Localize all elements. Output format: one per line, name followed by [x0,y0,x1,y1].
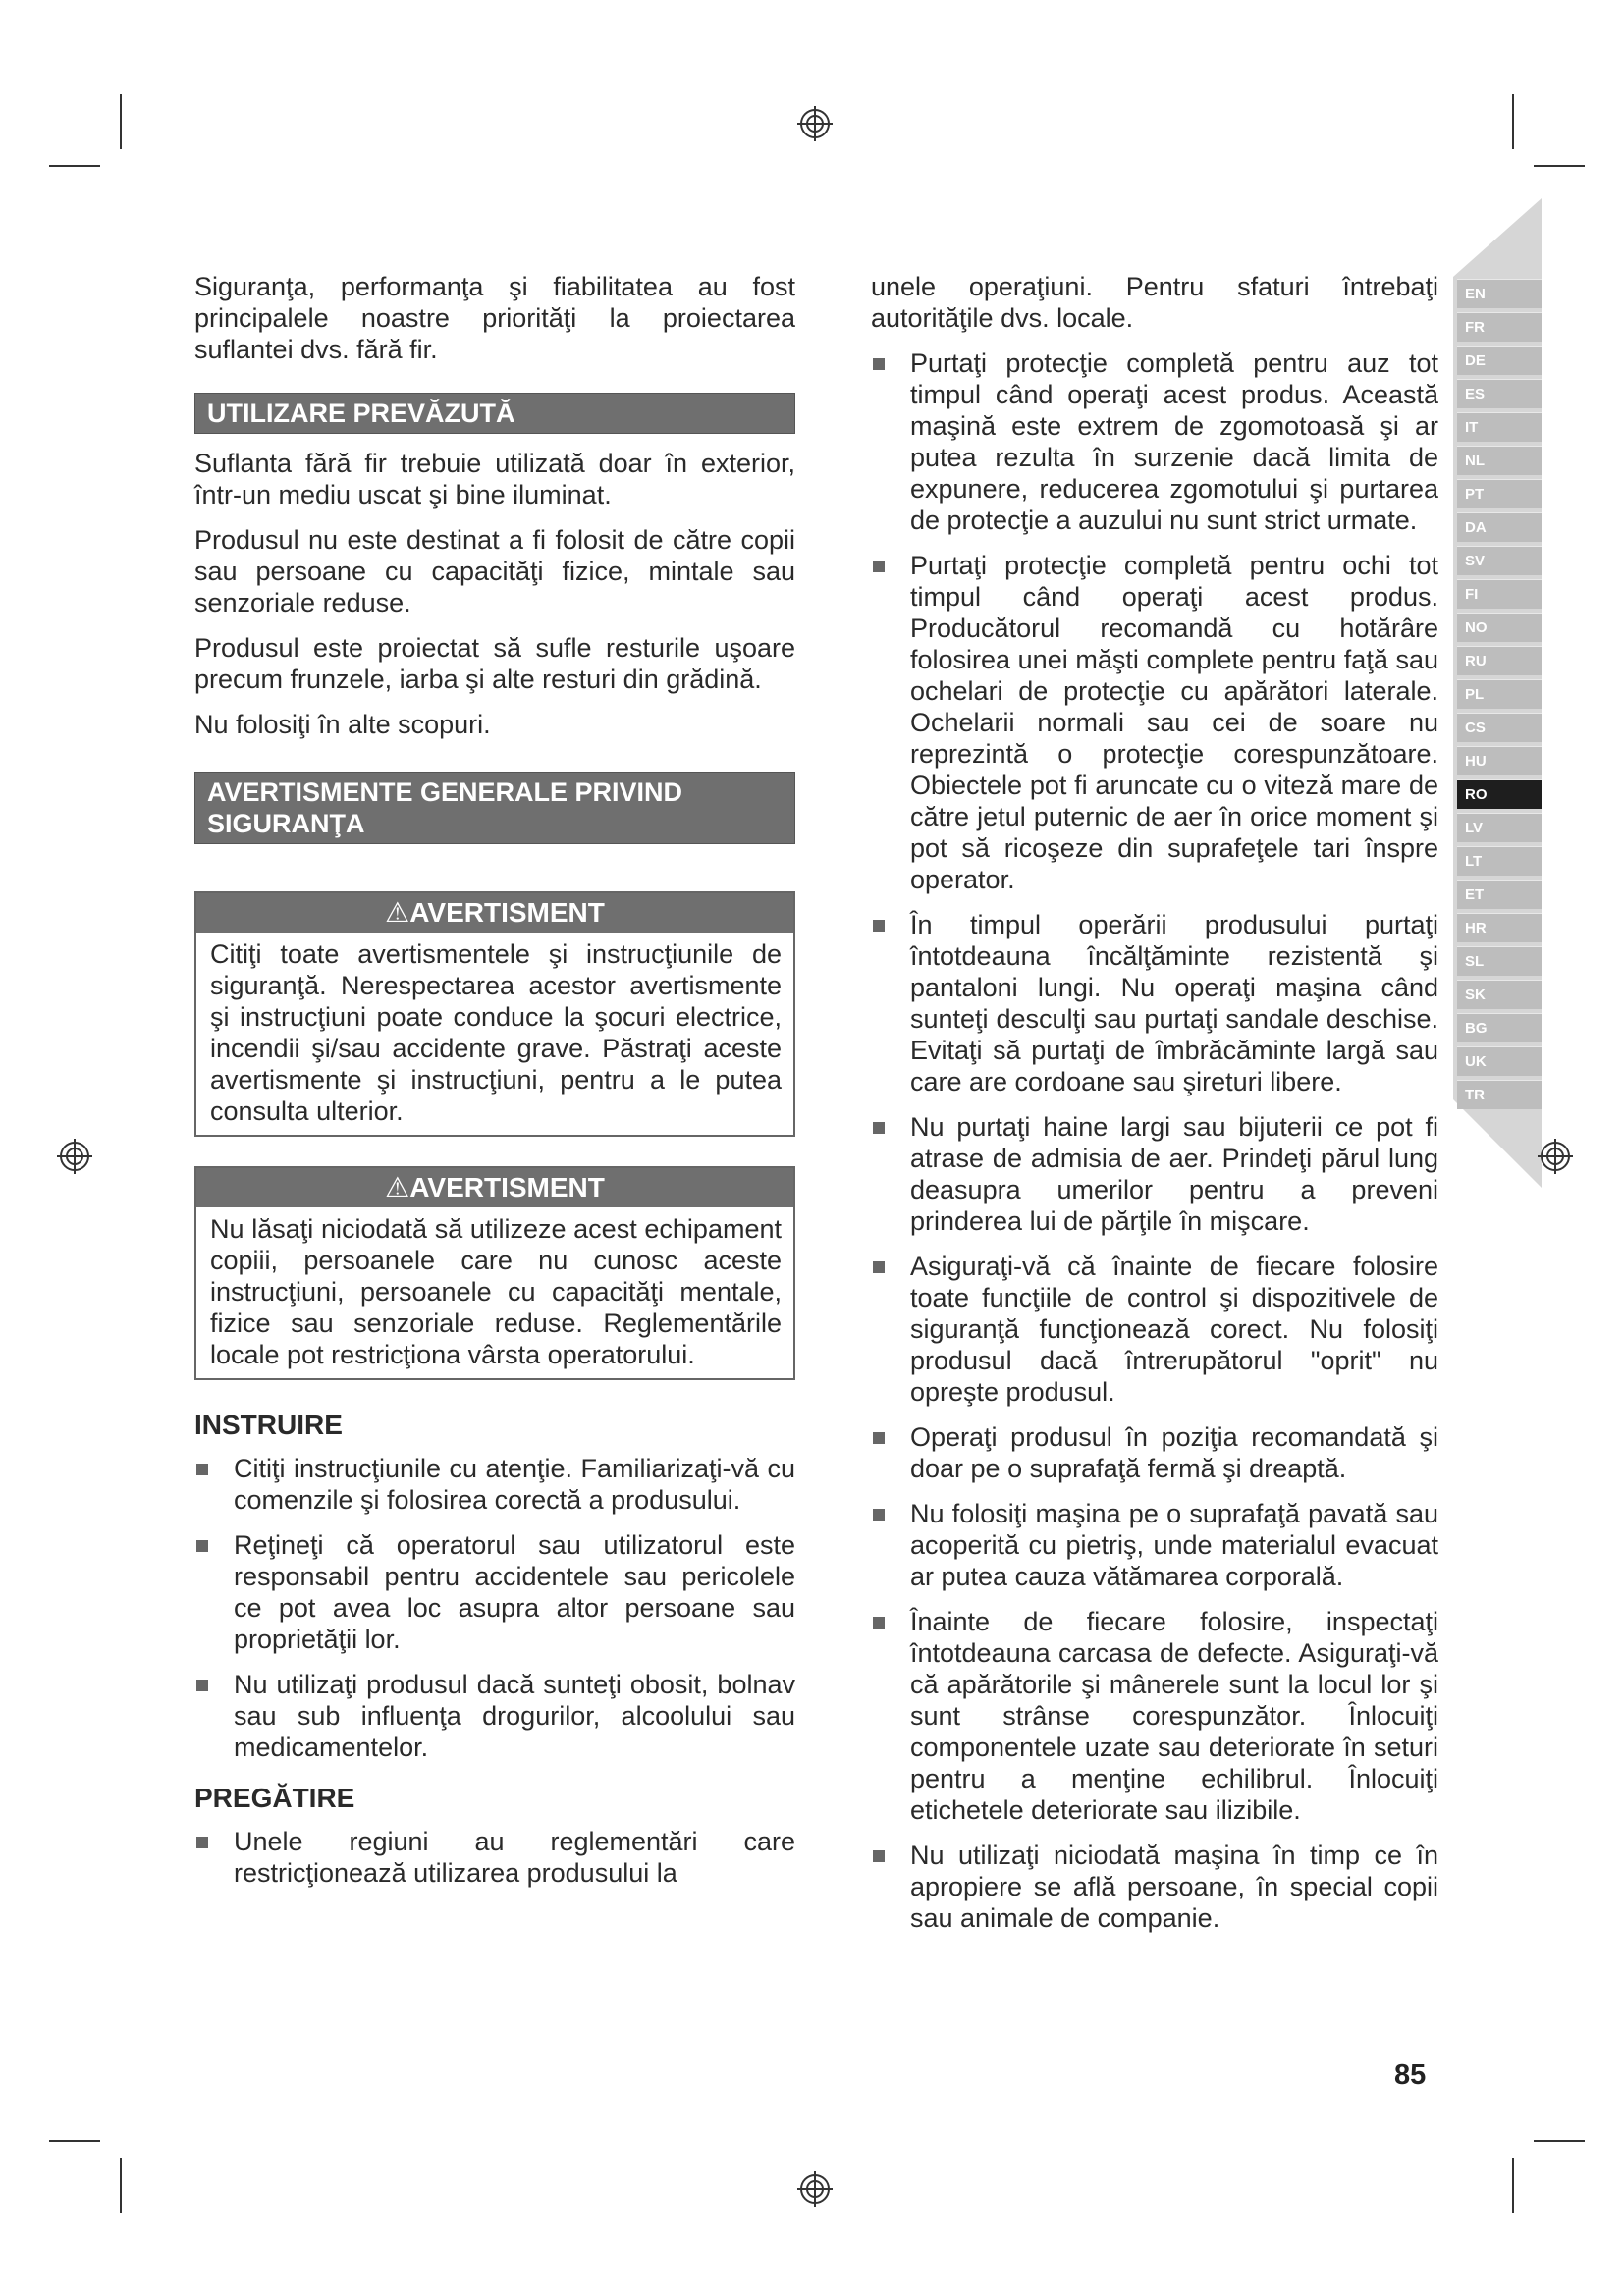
crop-mark [49,165,100,167]
language-tab[interactable]: HU [1457,746,1542,775]
language-tab[interactable]: RU [1457,646,1542,675]
warning-text: Citiţi toate avertismentele şi instrucţiunile de siguranţă. Nerespectarea acestor avertismente şi instrucţiuni poate conduce la şocuri electrice, incendii şi/sau accidente grave. Păstraţi aceste avertismente şi instrucţiuni, pentru a le putea consulta ulterior. [210,939,782,1126]
list-item: În timpul operării produsului purtaţi întotdeauna încălţăminte rezistentă şi pantaloni lungi. Nu operaţi maşina când sunteţi desculţi sau purtaţi sandale deschise. Evitaţi să purtaţi de îmbrăcăminte largă sau care are cordoane sau şireturi libere. [871,909,1438,1097]
left-column [194,271,795,1902]
language-tab[interactable]: NL [1457,446,1542,475]
registration-mark-icon [55,1137,94,1176]
warning-icon: ⚠ [385,1172,410,1202]
language-tab[interactable]: UK [1457,1046,1542,1076]
language-tab[interactable]: CS [1457,713,1542,742]
list-item: Unele regiuni au reglementări care restricţionează utilizarea produsului la [194,1826,795,1889]
preparation-list [194,1826,795,1889]
language-tab[interactable]: LV [1457,813,1542,842]
training-list [194,1453,795,1763]
language-tab[interactable]: ET [1457,880,1542,909]
language-tab[interactable]: LT [1457,846,1542,876]
warning-title: AVERTISMENT [409,897,605,928]
crop-mark [49,2140,100,2142]
registration-mark-icon [795,104,835,143]
section-heading-intended-use: UTILIZARE PREVĂZUTĂ [194,393,795,434]
subheading-training: INSTRUIRE [194,1410,343,1440]
list-item: Purtaţi protecţie completă pentru auz tot timpul când operaţi acest produs. Această maşină este extrem de zgomotoasă şi ar putea rezulta în surzenie dacă limita de expunere, reducerea zgomotului şi purtarea de protecţie a auzului nu sunt strict urmate. [871,347,1438,536]
list-item: Nu folosiţi maşina pe o suprafaţă pavată sau acoperită cu pietriş, unde materialul evacuat ar putea cauza vătămarea corporală. [871,1498,1438,1592]
language-tab[interactable]: PL [1457,679,1542,709]
language-tab[interactable]: PT [1457,479,1542,508]
language-tab-active[interactable]: RO [1457,779,1542,809]
page-number: 85 [1394,2059,1427,2091]
list-item: Nu utilizaţi produsul dacă sunteţi obosit, bolnav sau sub influenţa drogurilor, alcoolului sau medicamentelor. [194,1669,795,1763]
crop-mark [120,2158,122,2213]
right-column [871,271,1438,1948]
subheading-preparation: PREGĂTIRE [194,1783,355,1813]
list-item: Nu utilizaţi niciodată maşina în timp ce în apropiere se află persoane, în special copii sau animale de companie. [871,1840,1438,1934]
list-item: Nu purtaţi haine largi sau bijuterii ce pot fi atrase de admisia de aer. Prindeţi părul lung deasupra umerilor pentru a preveni prinderea lui de părţile în mişcare. [871,1111,1438,1237]
section-heading-general-safety: AVERTISMENTE GENERALE PRIVIND SIGURANŢA [194,772,795,844]
warning-box [194,1166,795,1380]
language-tab[interactable]: SK [1457,980,1542,1009]
continuation-paragraph: unele operaţiuni. Pentru sfaturi întrebaţi autorităţile dvs. locale. [871,272,1438,333]
intro-paragraph: Siguranţa, performanţa şi fiabilitatea au fost principalele noastre priorităţi la proiectarea suflantei dvs. fără fir. [194,272,795,364]
warning-header [196,1168,793,1207]
language-tab[interactable]: FR [1457,312,1542,342]
list-item: Reţineţi că operatorul sau utilizatorul este responsabil pentru accidentele sau pericolele ce pot avea loc asupra altor persoane sau proprietăţii lor. [194,1529,795,1655]
language-tab[interactable]: NO [1457,613,1542,642]
language-tab[interactable]: FI [1457,579,1542,609]
warning-box [194,891,795,1137]
language-tab[interactable]: ES [1457,379,1542,408]
list-item: Operaţi produsul în poziţia recomandată şi doar pe o suprafaţă fermă şi dreaptă. [871,1421,1438,1484]
paragraph: Produsul este proiectat să sufle resturile uşoare precum frunzele, iarba şi alte resturi din grădină. [194,633,795,694]
warning-icon: ⚠ [385,897,410,928]
crop-mark [120,94,122,149]
list-item: Înainte de fiecare folosire, inspectaţi întotdeauna carcasa de defecte. Asiguraţi-vă că apărătorile şi mânerele sunt la locul lor şi sunt strânse corespunzător. Înlocuiţi componentele uzate sau deteriorate în seturi pentru a menţine echilibrul. Înlocuiţi etichetele deteriorate sau ilizibile. [871,1606,1438,1826]
language-tab[interactable]: DE [1457,346,1542,375]
language-tab[interactable]: DA [1457,512,1542,542]
warning-header [196,893,793,933]
warning-text: Nu lăsaţi niciodată să utilizeze acest echipament copiii, persoanele care nu cunosc aceste instrucţiuni, persoanele cu capacităţi mentale, fizice sau senzoriale reduse. Reglementările locale pot restricţiona vârsta operatorului. [210,1214,782,1369]
safety-list [871,347,1438,1934]
language-tab[interactable]: SV [1457,546,1542,575]
paragraph: Suflanta fără fir trebuie utilizată doar în exterior, într-un mediu uscat şi bine iluminat. [194,449,795,509]
language-tab[interactable]: EN [1457,279,1542,308]
list-item: Purtaţi protecţie completă pentru ochi tot timpul când operaţi acest produs. Producătorul recomandă cu hotărâre folosirea unei măşti complete pentru faţă sau ochelari de protecţie cu apărători laterale. Ochelarii normali sau cei de soare nu reprezintă o protecţie corespunzătoare. Obiectele pot fi aruncate cu o viteză mare de către jetul puternic de aer în orice moment şi pot să ricoşeze din suprafeţele tari înspre operator. [871,550,1438,895]
language-tab[interactable]: HR [1457,913,1542,942]
language-tab[interactable]: TR [1457,1080,1542,1109]
list-item: Citiţi instrucţiunile cu atenţie. Familiarizaţi-vă cu comenzile şi folosirea corectă a produsului. [194,1453,795,1516]
registration-mark-icon [795,2169,835,2209]
paragraph: Nu folosiţi în alte scopuri. [194,710,491,739]
language-tab[interactable]: BG [1457,1013,1542,1042]
paragraph: Produsul nu este destinat a fi folosit de către copii sau persoane cu capacităţi fizice, mintale sau senzoriale reduse. [194,525,795,617]
list-item: Asiguraţi-vă că înainte de fiecare folosire toate funcţiile de control şi dispozitivele de siguranţă funcţionează corect. Nu folosiţi produsul dacă întrerupătorul "oprit" nu opreşte produsul. [871,1251,1438,1408]
language-tab[interactable]: IT [1457,412,1542,442]
language-tab[interactable]: SL [1457,946,1542,976]
language-tabs [1457,279,1542,1113]
warning-title: AVERTISMENT [409,1172,605,1202]
registration-mark-icon [1536,1137,1575,1176]
